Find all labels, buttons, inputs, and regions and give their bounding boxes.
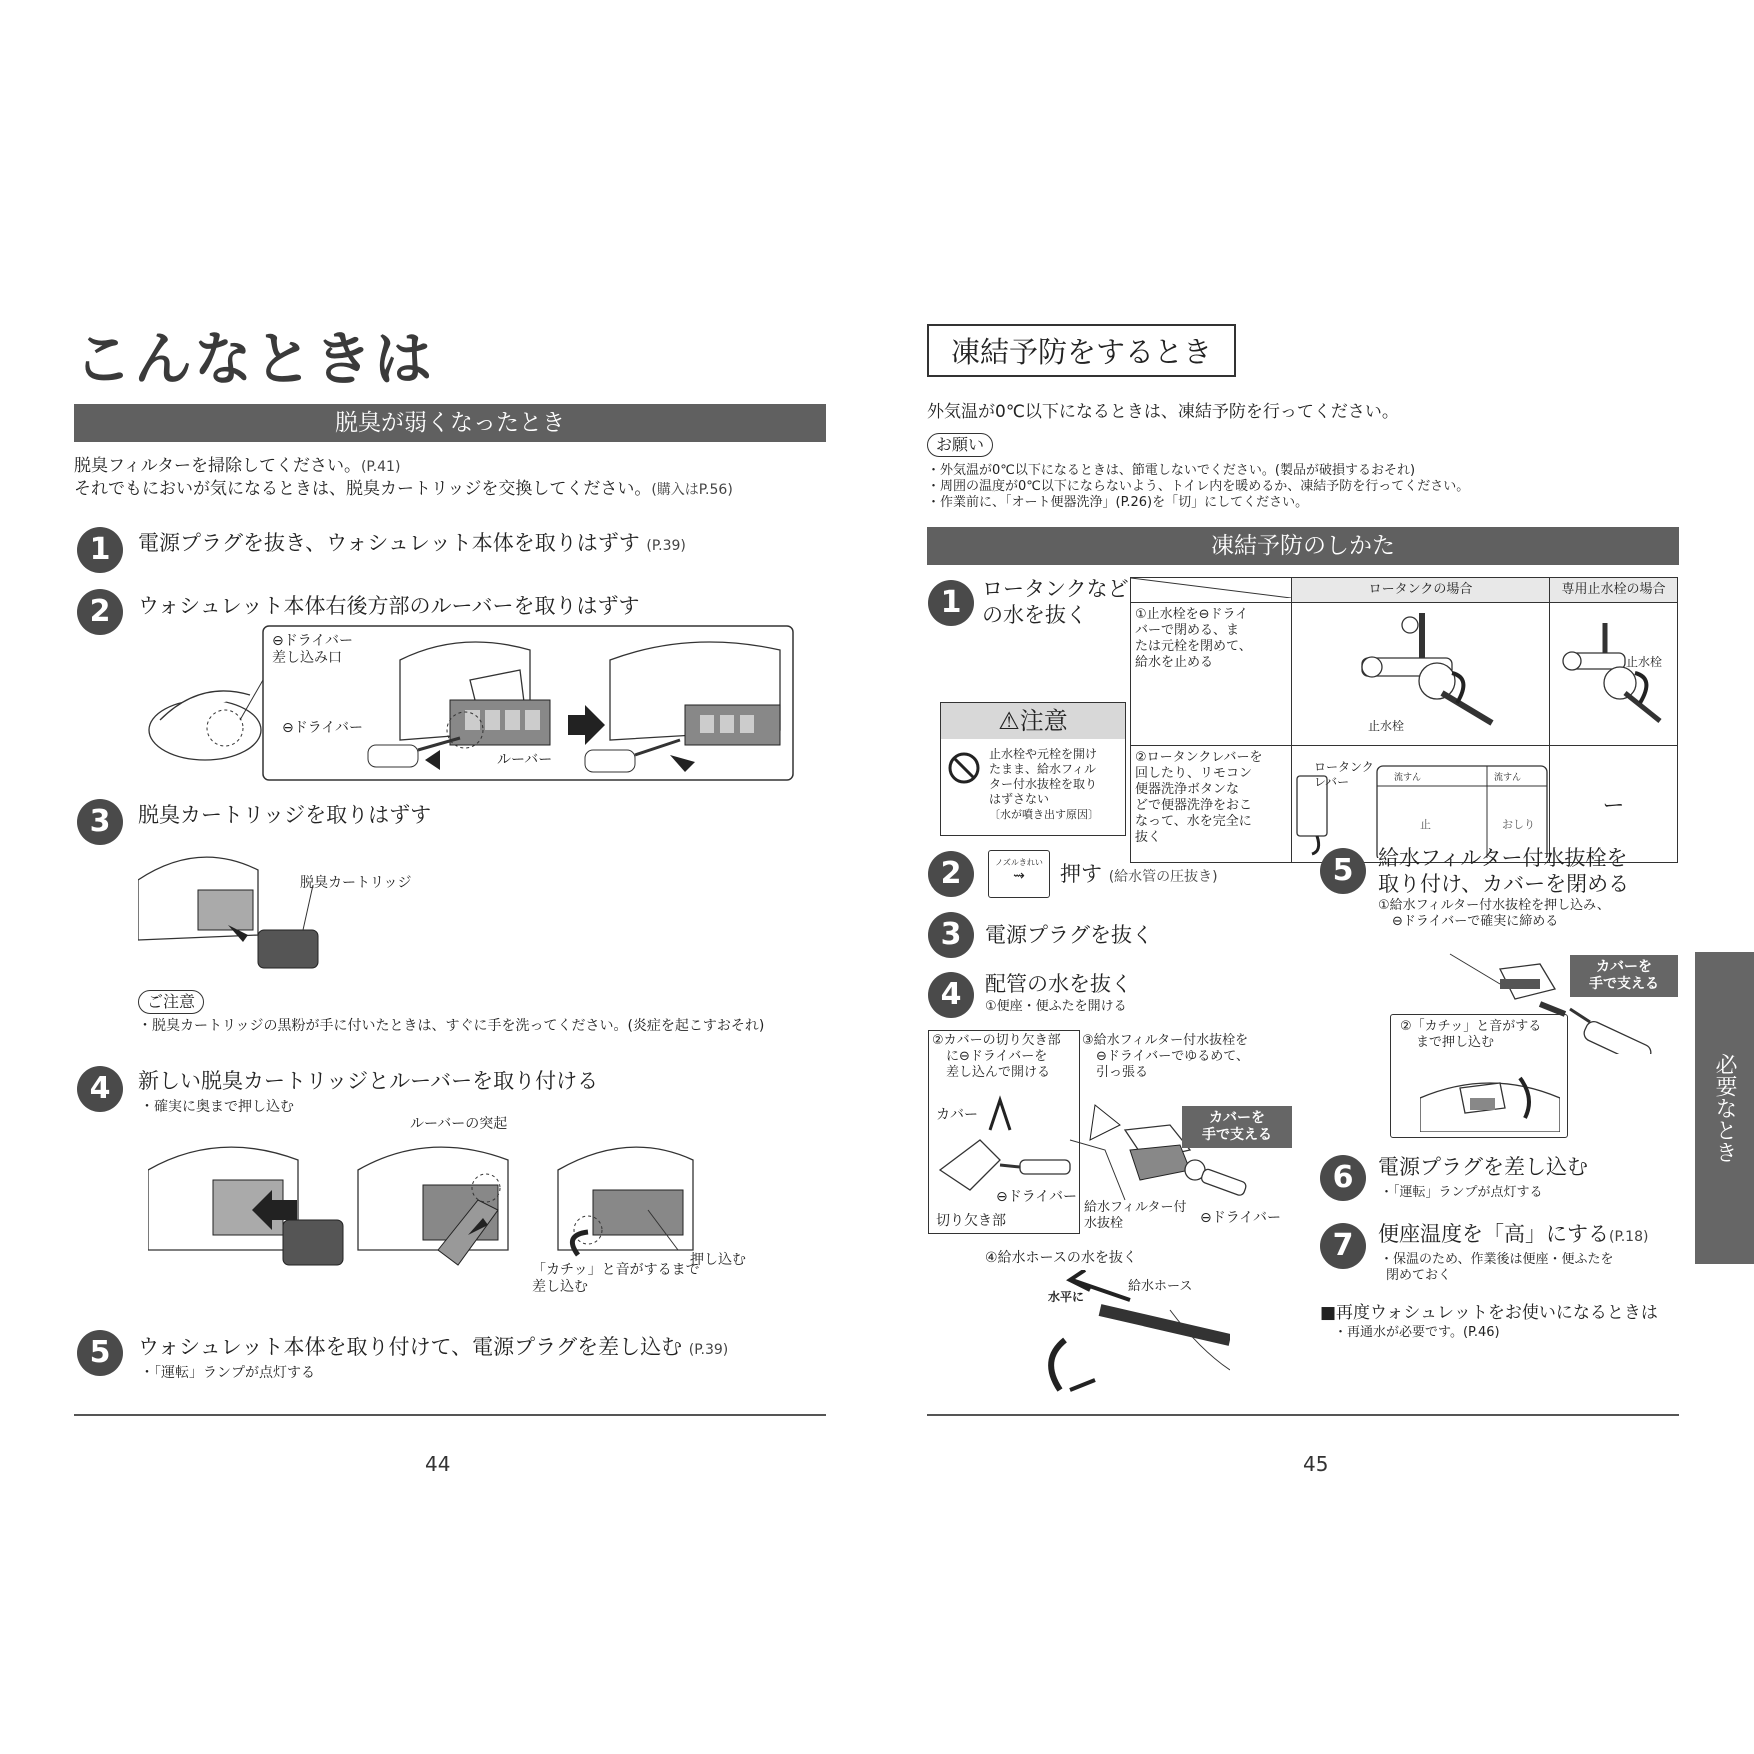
caution-line: 止水栓や元栓を開け — [989, 747, 1098, 761]
fig4-label-notch: 切り欠き部 — [936, 1213, 1006, 1229]
r-step-7-text: 便座温度を「高」にする — [1378, 1222, 1609, 1246]
row2-line: 便器洗浄ボタンな — [1135, 782, 1240, 797]
caution-line: ター付水抜栓を取り — [989, 777, 1098, 791]
fig4-note-3-line: ③給水フィルター付水抜栓を — [1082, 1033, 1249, 1048]
request-list — [927, 463, 1469, 511]
nozzle-clean-icon: ⇝ — [1013, 868, 1025, 884]
fig2-label-louver: ルーバー — [497, 752, 553, 768]
fig4-note-4: ④給水ホースの水を抜く — [985, 1250, 1137, 1266]
fig2-label-driver-slot-2: 差し込み口 — [272, 650, 342, 666]
table-header-dedicated: 専用止水栓の場合 — [1550, 578, 1678, 603]
page-heading-right: 凍結予防をするとき — [927, 324, 1236, 377]
side-tab-when-needed[interactable]: 必要なとき — [1695, 952, 1754, 1264]
fig4-label-push-in: 押し込む — [690, 1252, 746, 1268]
r-step-4-sub: ①便座・便ふたを開ける — [985, 999, 1127, 1014]
step-4-number: 4 — [77, 1066, 123, 1112]
table-row1-text — [1131, 603, 1292, 746]
table-row2-dedicated: ー — [1550, 746, 1678, 863]
table-corner — [1131, 578, 1292, 603]
remote-flush-big-label: 流すん — [1394, 773, 1422, 783]
r-step-5-sub-line: ⊖ドライバーで確実に締める — [1392, 914, 1559, 929]
page-number-right: 45 — [1303, 1452, 1329, 1476]
step-1-number: 1 — [77, 527, 123, 573]
fig4-label-click — [532, 1262, 700, 1296]
step-1-text: 電源プラグを抜き、ウォシュレット本体を取りはずす — [138, 531, 640, 555]
footer-rule-left — [74, 1414, 826, 1416]
row2-label-lever — [1314, 760, 1374, 790]
freeze-table — [1130, 577, 1678, 863]
step-2-number: 2 — [77, 589, 123, 635]
fig4-filter-plug-line: 水抜栓 — [1084, 1216, 1124, 1231]
footer-rule-right — [927, 1414, 1679, 1416]
fig4-note-3 — [1082, 1033, 1249, 1081]
remote-oshiri-label: おしり — [1502, 818, 1535, 831]
fig4-note-2-line: 差し込んで開ける — [946, 1065, 1051, 1080]
fig4-label-driver: ⊖ドライバー — [996, 1189, 1078, 1205]
right-intro: 外気温が0℃以下になるときは、凍結予防を行ってください。 — [927, 402, 1399, 422]
request-item: ・周囲の温度が0℃以下にならないよう、トイレ内を暖めるか、凍結予防を行ってください。 — [927, 479, 1470, 494]
fig4-label-hose: 給水ホース — [1128, 1279, 1193, 1294]
r-step-7-ref: (P.18) — [1609, 1229, 1649, 1245]
fig4-label-filter-plug — [1084, 1200, 1186, 1232]
step-2-title: ウォシュレット本体右後方部のルーバーを取りはずす — [138, 594, 640, 618]
step-5-number: 5 — [77, 1330, 123, 1376]
table-row1-dedicated-cell — [1550, 603, 1678, 746]
table-row1-low-tank-cell — [1292, 603, 1550, 746]
louver-removal-illustration — [140, 620, 800, 785]
dedicated-valve-illustration — [1550, 603, 1676, 741]
r-step-4-number: 4 — [928, 972, 974, 1018]
fig4-note-3-line: 引っ張る — [1096, 1065, 1149, 1080]
r-step-1-title-l2: の水を抜く — [982, 603, 1087, 627]
fig4-note-3-line: ⊖ドライバーでゆるめて、 — [1096, 1049, 1249, 1064]
step-5-note: ・「運転」ランプが点灯する — [140, 1365, 315, 1381]
fig4-callout-line: 手で支える — [1202, 1127, 1272, 1143]
cartridge-removal-illustration — [138, 840, 338, 970]
r-step-2-sub: (給水管の圧抜き) — [1108, 869, 1218, 885]
step5-click-line: ②「カチッ」と音がする — [1400, 1019, 1542, 1034]
request-pill: お願い — [927, 433, 993, 457]
row2-line: 抜く — [1135, 830, 1162, 845]
r-step-1-number: 1 — [928, 580, 974, 626]
fig4-label-louver-protrusion: ルーバーの突起 — [410, 1116, 508, 1132]
table-row2-text — [1131, 746, 1292, 863]
step5-callout-support-cover — [1570, 955, 1678, 997]
intro-line-1 — [74, 455, 400, 479]
fig2-label-driver-slot — [272, 633, 353, 667]
intro-text-2: それでもにおいが気になるときは、脱臭カートリッジを交換してください。 — [74, 479, 652, 499]
row1-line: たは元栓を閉めて、 — [1135, 639, 1252, 654]
intro-ref-1: (P.41) — [360, 459, 401, 475]
table-header-low-tank: ロータンクの場合 — [1292, 578, 1550, 603]
r-step-2-text: 押す — [1060, 862, 1102, 886]
step-4-note: ・確実に奥まで押し込む — [140, 1099, 294, 1115]
request-label — [927, 433, 993, 457]
step5-callout-line: カバーを — [1596, 959, 1652, 975]
step5-callout-line: 手で支える — [1589, 976, 1659, 992]
page-number-left: 44 — [425, 1452, 451, 1476]
fig4-label-driver-2: ⊖ドライバー — [1200, 1210, 1282, 1226]
step5-click-label — [1400, 1019, 1541, 1051]
fig4-filter-plug-line: 給水フィルター付 — [1084, 1200, 1187, 1215]
row2-line: ②ロータンクレバーを — [1135, 750, 1263, 765]
fig3-label-cartridge: 脱臭カートリッジ — [300, 875, 412, 891]
caution-line: はずさない — [989, 792, 1050, 806]
fig2-label-driver-slot-1: ⊖ドライバー — [272, 633, 354, 649]
fig4-label-click-1: 「カチッ」と音がするまで — [532, 1262, 700, 1278]
step-4-title: 新しい脱臭カートリッジとルーバーを取り付ける — [138, 1069, 599, 1093]
r-step-1-title-l1: ロータンクなど — [982, 577, 1129, 601]
caution-head: ⚠注意 — [941, 703, 1125, 739]
fig4-label-cover: カバー — [936, 1107, 978, 1123]
intro-line-2 — [74, 478, 733, 502]
fig4-note-2-line: に⊖ドライバーを — [946, 1049, 1048, 1064]
intro-text-1: 脱臭フィルターを掃除してください。 — [74, 456, 361, 476]
row2-label-lever-2: レバー — [1314, 775, 1350, 789]
caution-box — [940, 702, 1126, 836]
row1-label-stop-valve: 止水栓 — [1368, 719, 1405, 733]
r-step-6-title: 電源プラグを差し込む — [1378, 1155, 1588, 1179]
r-step-1-title — [982, 576, 1129, 628]
intro-ref-2: (購入はP.56) — [651, 482, 733, 498]
step-5-text: ウォシュレット本体を取り付けて、電源プラグを差し込む — [138, 1335, 683, 1359]
reuse-sub: ・再通水が必要です。(P.46) — [1334, 1325, 1500, 1340]
r-step-4-title: 配管の水を抜く — [985, 972, 1132, 996]
r-step-2-number: 2 — [928, 851, 974, 897]
section-bar-freeze: 凍結予防のしかた — [927, 527, 1679, 565]
r-step-7-number: 7 — [1320, 1223, 1366, 1269]
fig4-note-2 — [932, 1033, 1061, 1081]
step-5-title — [138, 1334, 728, 1363]
r-step-7-sub-line: ・保温のため、作業後は便座・便ふたを — [1380, 1252, 1614, 1267]
row1-line: 給水を止める — [1135, 655, 1214, 670]
remote-stop-label: 止 — [1420, 818, 1431, 831]
section-bar-deodorize: 脱臭が弱くなったとき — [74, 404, 826, 442]
r-step-5-title-l1: 給水フィルター付水抜栓を — [1378, 846, 1628, 870]
row2-line: どで便器洗浄をおこ — [1135, 798, 1253, 813]
step-3-title: 脱臭カートリッジを取りはずす — [138, 803, 432, 827]
row1-line: バーで閉める、ま — [1135, 623, 1240, 638]
prohibited-icon — [947, 751, 981, 785]
caution-text-block — [989, 747, 1099, 822]
nozzle-clean-button — [988, 850, 1050, 898]
step5-click-line: まで押し込む — [1416, 1035, 1495, 1050]
caution-reason: 〔水が噴き出す原因〕 — [989, 808, 1099, 821]
caution-line: たまま、給水フィル — [989, 762, 1097, 776]
fig4-label-horizontal: 水平に — [1048, 1290, 1085, 1304]
fig4-callout-support-cover — [1182, 1106, 1292, 1148]
r-step-5-sub — [1378, 898, 1610, 930]
page-heading-left: こんなときは — [74, 325, 435, 393]
r-step-6-sub: ・「運転」ランプが点灯する — [1380, 1185, 1543, 1200]
r-step-3-number: 3 — [928, 912, 974, 958]
caution-pill: ご注意 — [138, 990, 204, 1014]
fig2-label-driver: ⊖ドライバー — [282, 720, 364, 736]
step-5-ref: (P.39) — [688, 1342, 729, 1358]
reuse-title: ■再度ウォシュレットをお使いになるときは — [1320, 1303, 1658, 1323]
r-step-5-title — [1378, 845, 1629, 897]
caution-text: ・脱臭カートリッジの黒粉が手に付いたときは、すぐに手を洗ってください。(炎症を起こすおそれ) — [138, 1018, 765, 1034]
r-step-5-title-l2: 取り付け、カバーを閉める — [1378, 872, 1630, 896]
request-item: ・作業前に、「オート便器洗浄」(P.26)を「切」にしてください。 — [927, 495, 1309, 510]
cartridge-install-illustration — [148, 1120, 708, 1280]
row2-line: 回したり、リモコン — [1135, 766, 1253, 781]
stop-valve-illustration — [1292, 603, 1548, 741]
r-step-5-sub-line: ①給水フィルター付水抜栓を押し込み、 — [1378, 898, 1610, 913]
step-1-ref: (P.39) — [646, 538, 686, 554]
request-item: ・外気温が0℃以下になるときは、節電しないでください。(製品が破損するおそれ) — [927, 463, 1416, 478]
r-step-6-number: 6 — [1320, 1155, 1366, 1201]
r-step-7-sub — [1380, 1252, 1613, 1284]
caution-label — [138, 990, 204, 1014]
fig4-label-click-2: 差し込む — [532, 1279, 588, 1295]
table-corner-diagonal — [1131, 578, 1291, 598]
step-3-number: 3 — [77, 799, 123, 845]
r-step-3-title: 電源プラグを抜く — [985, 923, 1153, 947]
row2-line: なって、水を完全に — [1135, 814, 1252, 829]
r-step-5-number: 5 — [1320, 848, 1366, 894]
r-step-2-title — [1060, 861, 1218, 890]
fig4-callout-line: カバーを — [1209, 1110, 1265, 1126]
row1-line: ①止水栓を⊖ドライ — [1135, 607, 1249, 622]
step-1-title — [138, 530, 686, 559]
r-step-7-title — [1378, 1221, 1648, 1250]
cover-close-illustration — [1420, 1058, 1560, 1132]
row1-label-stop-valve-2: 止水栓 — [1626, 655, 1663, 669]
fig4-note-2-line: ②カバーの切り欠き部 — [932, 1033, 1061, 1048]
r-step-7-sub-line: 閉めておく — [1386, 1268, 1452, 1283]
nozzle-clean-label: ノズルきれい — [995, 858, 1043, 867]
row2-label-lever-1: ロータンク — [1314, 760, 1374, 774]
remote-flush-small-label: 流すん — [1494, 773, 1522, 783]
